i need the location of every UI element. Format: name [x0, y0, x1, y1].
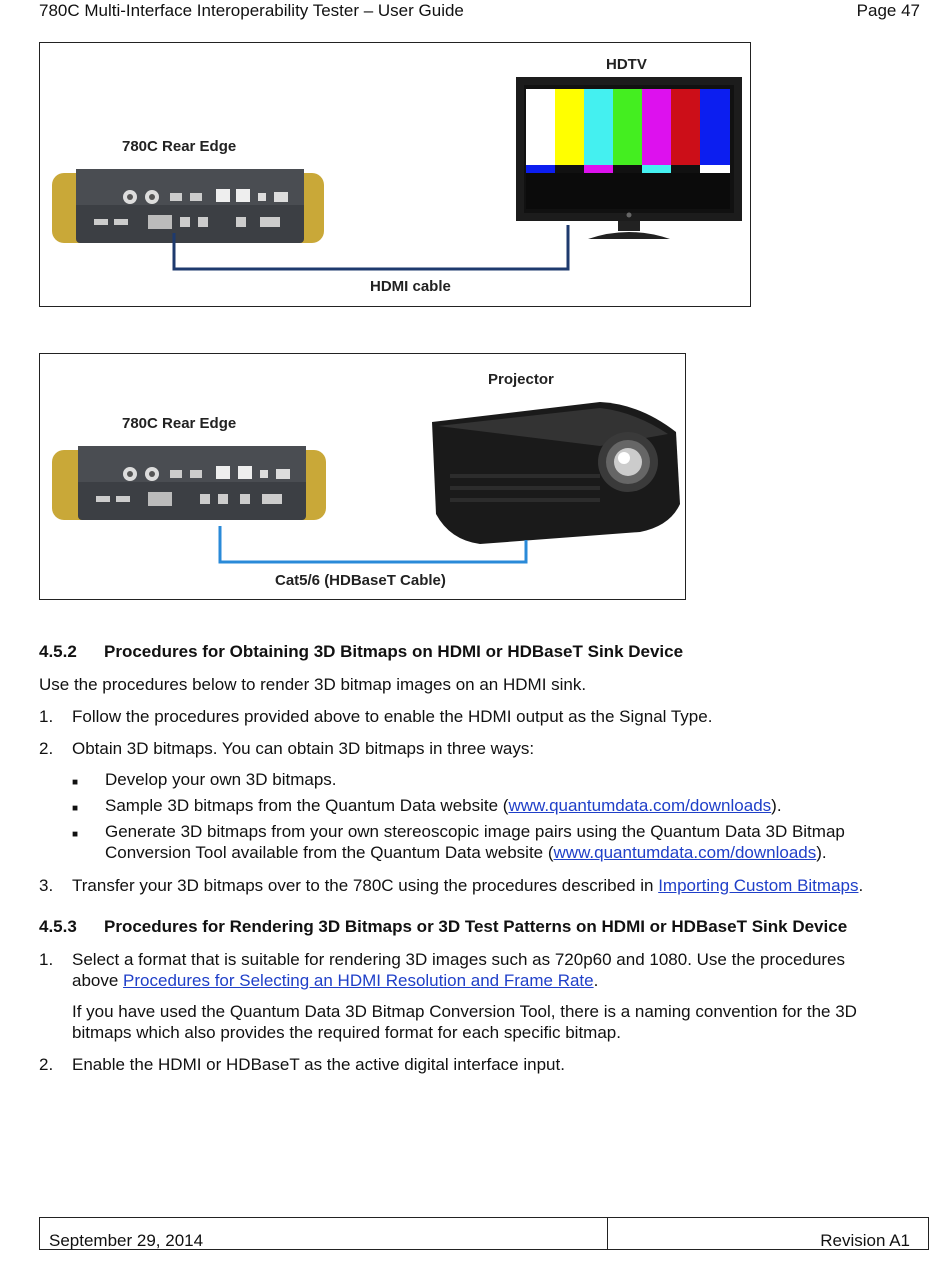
display-label: Projector: [488, 371, 554, 388]
bullet-item: [39, 795, 929, 816]
bullet-item: [39, 769, 929, 790]
document-header-title: 780C Multi-Interface Interoperability Tester – User Guide: [39, 1, 464, 20]
section-heading-4-5-2: [39, 642, 683, 662]
list-text-part: .: [858, 876, 864, 895]
step-note: [72, 1001, 932, 1043]
device-780c-image: [52, 169, 324, 243]
step-note-line1: If you have used the Quantum Data 3D Bitmap Conversion Tool, there is a naming convention for the 3D: [72, 1002, 857, 1021]
section-number: 4.5.3: [39, 917, 77, 936]
list-number: 1.: [39, 707, 54, 726]
importing-custom-bitmaps-link[interactable]: Importing Custom Bitmaps: [658, 876, 859, 895]
footer-date: September 29, 2014: [40, 1218, 608, 1249]
bullet-text-part: ).: [816, 843, 827, 862]
bullet-icon: ■: [72, 829, 79, 840]
list-text: [72, 875, 863, 896]
list-text-line2: [72, 970, 598, 991]
section-title: Procedures for Rendering 3D Bitmaps or 3D Test Patterns on HDMI or HDBaseT Sink Device: [104, 917, 848, 936]
downloads-link[interactable]: www.quantumdata.com/downloads: [508, 796, 772, 815]
list-item: [39, 949, 929, 991]
bullet-text-part: Conversion Tool available from the Quantum Data website (: [105, 843, 554, 862]
footer-revision: Revision A1: [820, 1231, 910, 1250]
list-text: Enable the HDMI or HDBaseT as the active digital interface input.: [72, 1055, 565, 1074]
section-heading-4-5-3: [39, 917, 847, 937]
figure-hdbaset-projector: [39, 353, 686, 600]
list-item: [39, 1054, 929, 1075]
device-label: 780C Rear Edge: [122, 138, 237, 155]
intro-paragraph: Use the procedures below to render 3D bitmap images on an HDMI sink.: [39, 675, 587, 694]
list-number: 3.: [39, 876, 54, 895]
bullet-text: [105, 795, 782, 816]
bullet-text: Develop your own 3D bitmaps.: [105, 770, 337, 789]
cable-label: HDMI cable: [370, 278, 451, 295]
device-label: 780C Rear Edge: [122, 415, 237, 432]
bullet-item: [39, 821, 929, 863]
bullet-text-line2: [105, 842, 827, 863]
list-number: 2.: [39, 739, 54, 758]
selecting-hdmi-resolution-link[interactable]: Procedures for Selecting an HDMI Resolution and Frame Rate: [123, 971, 594, 990]
cable-label: Cat5/6 (HDBaseT Cable): [275, 572, 446, 589]
bullet-icon: ■: [72, 803, 79, 814]
list-item: [39, 706, 929, 727]
section-number: 4.5.2: [39, 642, 77, 661]
list-number: 1.: [39, 950, 54, 969]
hdmi-connection-diagram: [40, 43, 750, 306]
figure-hdmi-hdtv: [39, 42, 751, 307]
list-item: [39, 738, 929, 759]
device-780c-image: [52, 446, 326, 520]
list-text: Follow the procedures provided above to enable the HDMI output as the Signal Type.: [72, 707, 713, 726]
section-title: Procedures for Obtaining 3D Bitmaps on HDMI or HDBaseT Sink Device: [104, 642, 684, 661]
bullet-text-part: Sample 3D bitmaps from the Quantum Data website (: [105, 796, 509, 815]
hdtv-image: [516, 77, 742, 239]
list-text: Obtain 3D bitmaps. You can obtain 3D bitmaps in three ways:: [72, 739, 535, 758]
list-item: [39, 875, 929, 896]
bullet-text-line1: Generate 3D bitmaps from your own stereoscopic image pairs using the Quantum Data 3D Bitmap: [105, 822, 845, 841]
bullet-icon: ■: [72, 777, 79, 788]
downloads-link[interactable]: www.quantumdata.com/downloads: [553, 843, 817, 862]
list-text-part: .: [593, 971, 599, 990]
projector-image: [432, 402, 680, 544]
list-text-line1: Select a format that is suitable for rendering 3D images such as 720p60 and 1080. Use the procedures: [72, 950, 846, 969]
display-label: HDTV: [606, 56, 647, 73]
step-note-line2: bitmaps which also provides the required format for each specific bitmap.: [72, 1023, 621, 1042]
page-number: Page 47: [856, 1, 920, 20]
hdbaset-connection-diagram: [40, 354, 685, 599]
list-text-part: Transfer your 3D bitmaps over to the 780C using the procedures described in: [72, 876, 659, 895]
page-footer: [39, 1217, 929, 1250]
bullet-text-part: ).: [771, 796, 782, 815]
list-number: 2.: [39, 1055, 54, 1074]
list-text-part: above: [72, 971, 124, 990]
